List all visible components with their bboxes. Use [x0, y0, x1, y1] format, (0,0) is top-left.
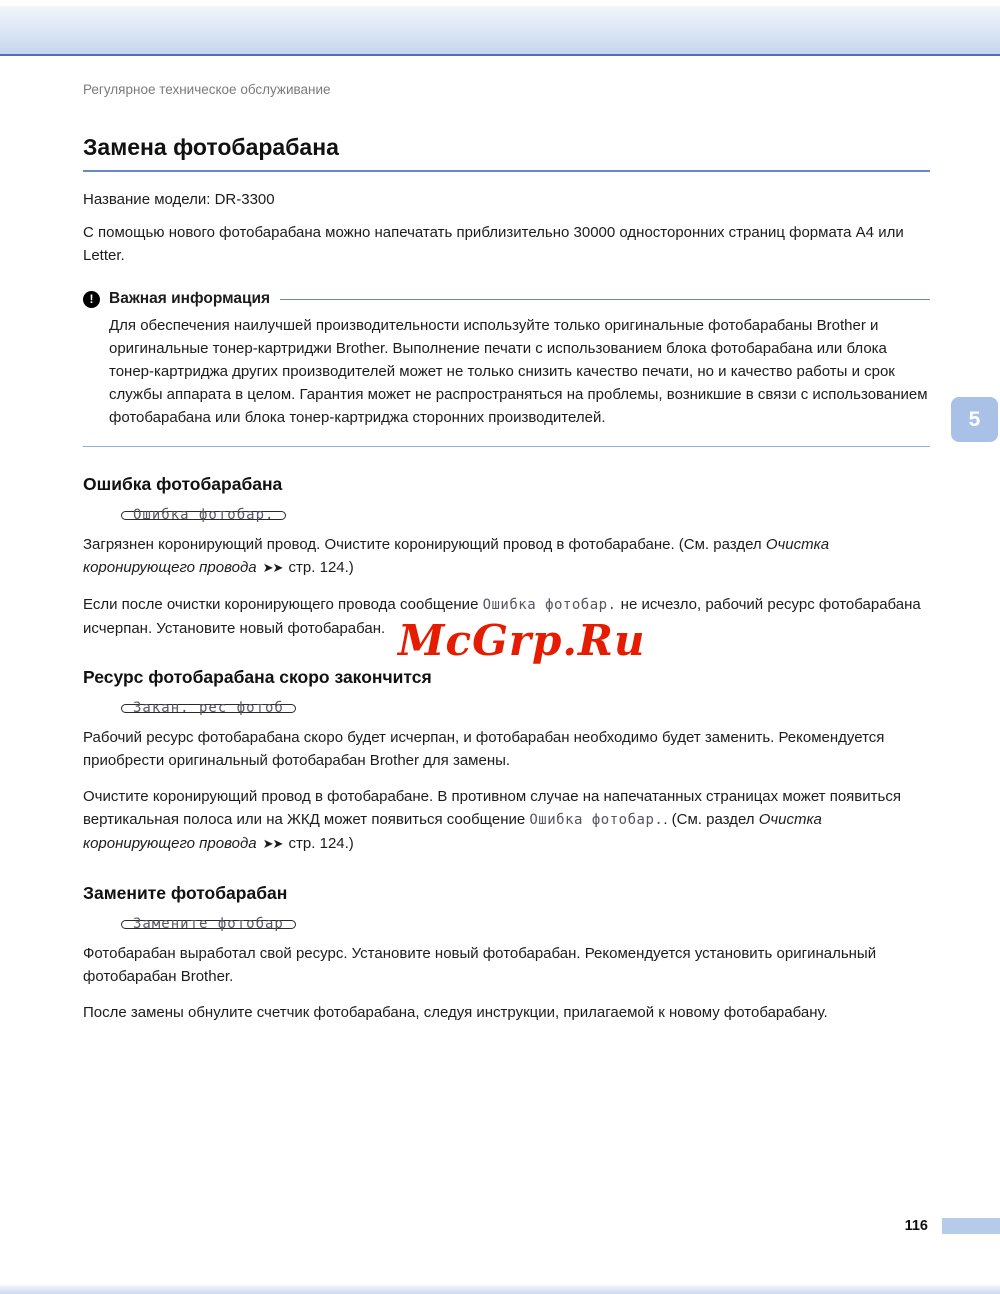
important-note-block — [83, 290, 930, 429]
lcd-message-wrap — [83, 495, 930, 523]
title-rule — [83, 170, 930, 172]
text-segment: Загрязнен коронирующий провод. Очистите коронирующий провод в фотобарабане. (См. раздел — [83, 536, 766, 553]
lcd-message-drum-error: Ошибка фотобар. — [121, 511, 286, 520]
intro-paragraph: С помощью нового фотобарабана можно напечатать приблизительно 30000 односторонних страниц формата A4 или Letter. — [83, 224, 904, 264]
running-header: Регулярное техническое обслуживание — [83, 82, 331, 97]
double-arrow-icon: ➤➤ — [262, 837, 283, 852]
important-note-title: Важная информация — [109, 290, 271, 307]
lcd-message-inline: Ошибка фотобар. — [482, 597, 617, 613]
drum-error-paragraph-1 — [83, 533, 930, 580]
double-arrow-icon: ➤➤ — [262, 561, 283, 576]
important-note-body: Для обеспечения наилучшей производительности используйте только оригинальные фотобарабаны Brother и оригинальные тонер-картриджи Brother. Выполнение печати с использованием блока фотобарабана или блока тонер-картриджа других производителей может не только снизить качество печати, но и качество работы и срок службы аппарата в целом. Гарантия может не распространяться на проблемы, возникшие в связи с использованием фотобарабана или блока тонер-картриджа сторонних производителей. — [109, 317, 928, 426]
text-segment: не исчезло, рабочий ресурс фотобарабана исчерпан. Установите новый фотобарабан. — [83, 596, 921, 637]
lcd-message-wrap — [83, 688, 930, 716]
text-segment: стр. 124.) — [284, 835, 354, 852]
important-header-rule — [280, 299, 930, 300]
text-segment: Если после очистки коронирующего провода сообщение — [83, 596, 483, 613]
lcd-message-drum-end-soon: Закан. рес фотоб — [121, 704, 296, 713]
section-heading-drum-end-soon: Ресурс фотобарабана скоро закончится — [83, 667, 432, 687]
cross-reference-title: Очистка коронирующего провода — [83, 811, 822, 852]
lcd-message-inline: Ошибка фотобар. — [529, 812, 664, 828]
section-heading-drum-error: Ошибка фотобарабана — [83, 474, 283, 494]
replace-drum-paragraph-2: После замены обнулите счетчик фотобарабана, следуя инструкции, прилагаемой к новому фотобарабану. — [83, 1004, 828, 1021]
cross-reference-title: Очистка коронирующего провода — [83, 536, 830, 576]
page-number: 116 — [904, 1218, 928, 1234]
important-note-header — [83, 290, 930, 308]
important-bottom-rule — [83, 446, 930, 447]
chapter-number-tab: 5 — [951, 397, 998, 442]
bottom-decoration-band — [0, 1285, 1000, 1294]
important-exclamation-icon: ! — [83, 291, 100, 308]
drum-end-soon-paragraph-2 — [83, 785, 930, 856]
watermark-text: McGrp.Ru — [398, 616, 646, 665]
text-segment: стр. 124.) — [284, 559, 354, 576]
section-heading-replace-drum: Замените фотобарабан — [83, 883, 288, 903]
drum-end-soon-paragraph-1: Рабочий ресурс фотобарабана скоро будет исчерпан, и фотобарабан необходимо будет заменить. Рекомендуется приобрести оригинальный фотобарабан Brother для замены. — [83, 729, 885, 769]
page-number-bar — [942, 1218, 1000, 1234]
replace-drum-paragraph-1: Фотобарабан выработал свой ресурс. Установите новый фотобарабан. Рекомендуется установить оригинальный фотобарабан Brother. — [83, 945, 877, 985]
model-name-line: Название модели: DR-3300 — [83, 191, 275, 208]
text-segment: Очистите коронирующий провод в фотобарабане. В противном случае на напечатанных страницах может появиться вертикальная полоса или на ЖКД может появиться сообщение — [83, 788, 901, 828]
page-title: Замена фотобарабана — [83, 134, 339, 160]
lcd-message-wrap — [83, 904, 930, 932]
text-segment: . (См. раздел — [663, 811, 759, 828]
lcd-message-replace-drum: Замените фотобар — [121, 920, 296, 929]
